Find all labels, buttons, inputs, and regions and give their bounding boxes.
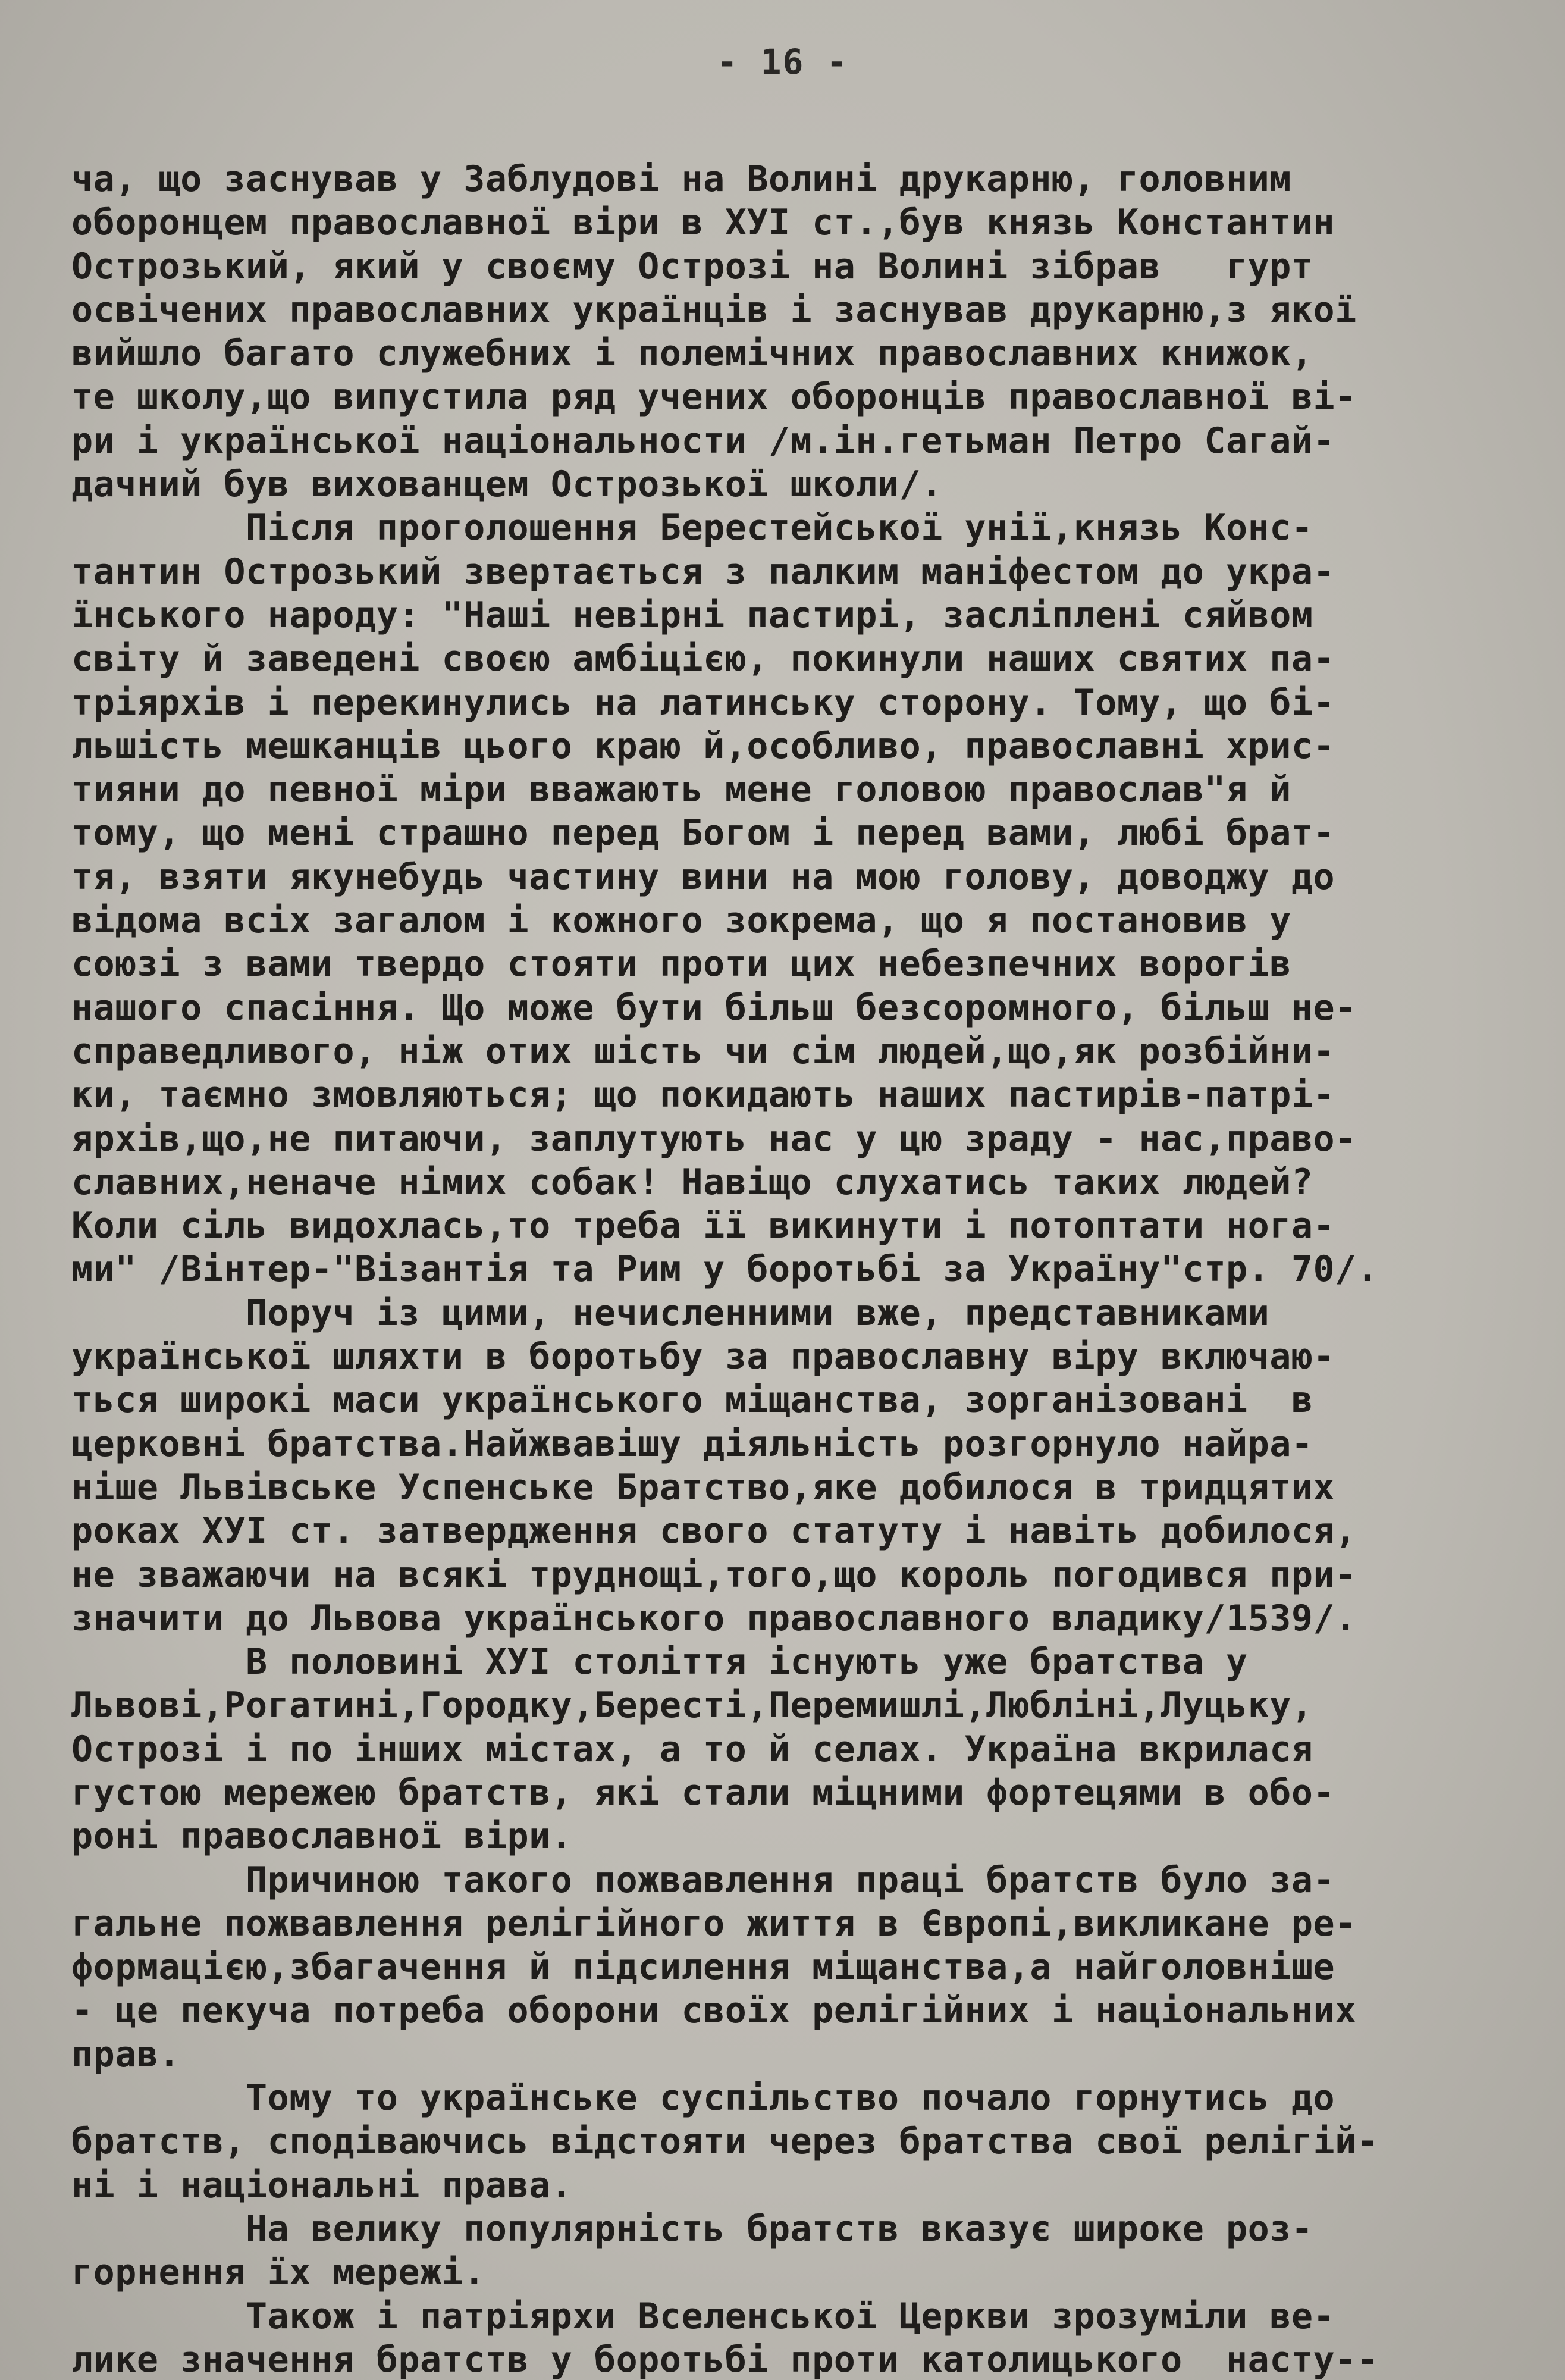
text-line: ча, що заснував у Заблудові на Волині друкарню, головним	[71, 158, 1291, 200]
text-line: тияни до певної міри вважають мене головою православ"я й	[71, 769, 1291, 811]
text-line: те школу,що випустила ряд учених оборонців православної ві-	[71, 376, 1357, 418]
text-line: світу й заведені своєю амбіцією, покинули наших святих па-	[71, 638, 1335, 680]
text-line: Поруч із цими, нечисленними вже, представниками	[71, 1292, 1270, 1334]
text-line: ться широкі маси українського міщанства, зорганізовані в	[71, 1379, 1313, 1421]
text-line: тому, що мені страшно перед Богом і перед вами, любі брат-	[71, 812, 1335, 854]
text-line: освічених православних українців і заснував друкарню,з якої	[71, 289, 1357, 331]
text-line: На велику популярність братств вказує широке роз-	[71, 2207, 1313, 2250]
text-line: справедливого, ніж отих шість чи сім людей,що,як розбійни-	[71, 1030, 1335, 1072]
text-line: Острозі і по інших містах, а то й селах. Україна вкрилася	[71, 1728, 1313, 1770]
text-line: Коли сіль видохлась,то треба її викинути і потоптати нога-	[71, 1205, 1335, 1247]
text-line: братств, сподіваючись відстояти через братства свої релігій-	[71, 2121, 1379, 2163]
text-line: української шляхти в боротьбу за православну віру включаю-	[71, 1336, 1335, 1378]
text-line: прав.	[71, 2033, 181, 2075]
text-line: роні православної віри.	[71, 1815, 573, 1858]
text-line: Острозький, який у своєму Острозі на Волині зібрав гурт	[71, 245, 1313, 287]
text-line: ярхів,що,не питаючи, заплутують нас у цю зраду - нас,право-	[71, 1117, 1357, 1160]
text-line: значити до Львова українського православного владику/1539/.	[71, 1597, 1357, 1639]
text-line: не зважаючи на всякі труднощі,того,що король погодився при-	[71, 1554, 1357, 1596]
text-line: тя, взяти якунебудь частину вини на мою голову, доводжу до	[71, 856, 1335, 898]
text-line: формацією,збагачення й підсилення міщанства,а найголовніше	[71, 1946, 1335, 1988]
text-line: оборонцем православної віри в ХУІ ст.,був князь Константин	[71, 202, 1335, 244]
text-line: льшість мешканців цього краю й,особливо, православні хрис-	[71, 725, 1335, 767]
text-line: ри і української національности /м.ін.гетьман Петро Сагай-	[71, 419, 1335, 462]
text-line: ми" /Вінтер-"Візантія та Рим у боротьбі за Україну"стр. 70/.	[71, 1248, 1379, 1291]
text-line: густою мережею братств, які стали міцними фортецями в обо-	[71, 1771, 1335, 1814]
text-line: роках ХУІ ст. затвердження свого статуту і навіть добилося,	[71, 1510, 1357, 1552]
text-line: тріярхів і перекинулись на латинську сторону. Тому, що бі-	[71, 681, 1335, 724]
text-line: ні і національні права.	[71, 2164, 573, 2206]
text-line: ніше Львівське Успенське Братство,яке добилося в тридцятих	[71, 1466, 1335, 1508]
text-line: гальне пожвавлення релігійного життя в Європі,викликане ре-	[71, 1902, 1357, 1944]
text-line: Причиною такого пожвавлення праці братств було за-	[71, 1859, 1335, 1901]
text-line: ки, таємно змовляються; що покидають наших пастирів-патрі-	[71, 1074, 1335, 1116]
text-line: тантин Острозький звертається з палким маніфестом до укра-	[71, 550, 1335, 593]
text-line: вийшло багато служебних і полемічних православних книжок,	[71, 333, 1313, 375]
text-line: нашого спасіння. Що може бути більш безсоромного, більш не-	[71, 987, 1357, 1029]
text-line: відома всіх загалом і кожного зокрема, що я постановив у	[71, 900, 1291, 942]
text-line: церковні братства.Найжвавішу діяльність розгорнуло найра-	[71, 1423, 1313, 1465]
text-line: - це пекуча потреба оборони своїх релігійних і національних	[71, 1990, 1357, 2032]
text-line: Також і патріярхи Вселенської Церкви зрозуміли ве-	[71, 2295, 1335, 2337]
text-line: союзі з вами твердо стояти проти цих небезпечних ворогів	[71, 943, 1291, 985]
body-text	[71, 158, 1511, 2380]
text-line: Після проголошення Берестейської унії,князь Конс-	[71, 507, 1313, 549]
text-line: Тому то українське суспільство почало горнутись до	[71, 2077, 1335, 2119]
text-line: дачний був вихованцем Острозької школи/.	[71, 464, 943, 506]
text-line: горнення їх мережі.	[71, 2251, 485, 2294]
text-line: їнського народу: "Наші невірні пастирі, засліплені сяйвом	[71, 594, 1313, 636]
text-line: В половині ХУІ століття існують уже братства у	[71, 1641, 1248, 1683]
text-line: славних,неначе німих собак! Навіщо слухатись таких людей?	[71, 1161, 1313, 1203]
text-line: Львові,Рогатині,Городку,Бересті,Перемишлі,Любліні,Луцьку,	[71, 1684, 1313, 1727]
text-line: лике значення братств у боротьбі проти католицького насту--	[71, 2338, 1379, 2380]
page-number: - 16 -	[716, 42, 849, 82]
